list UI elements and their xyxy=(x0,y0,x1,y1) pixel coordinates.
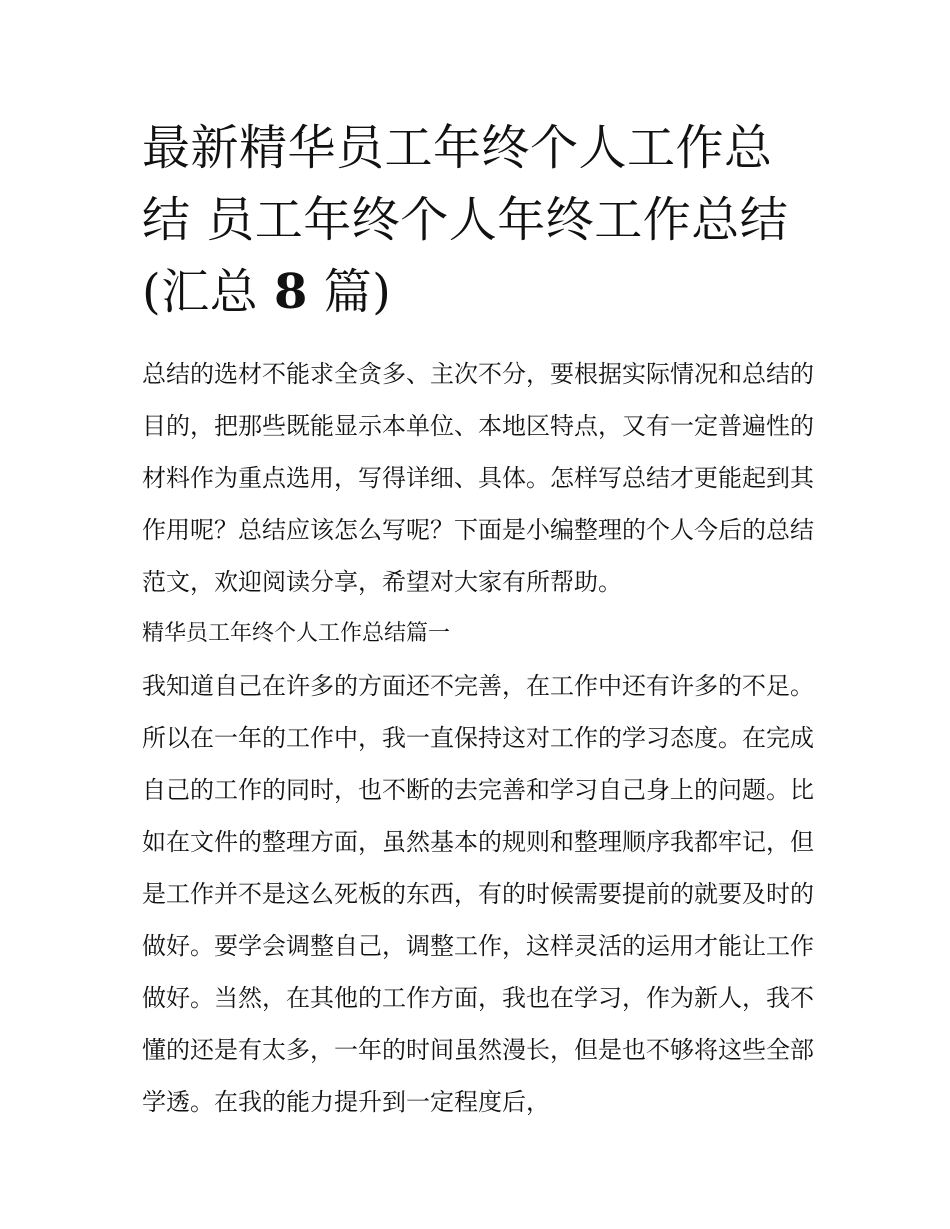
title-number: 8 xyxy=(274,264,308,320)
intro-paragraph: 总结的选材不能求全贪多、主次不分，要根据实际情况和总结的目的，把那些既能显示本单位、本地区特点，又有一定普遍性的材料作为重点选用，写得详细、具体。怎样写总结才更能起到其作用呢？总结应该怎么写呢？下面是小编整理的个人今后的总结范文，欢迎阅读分享，希望对大家有所帮助。 xyxy=(142,360,814,596)
title-text-start: 最新精华员工年终个人工作总结 员工年终个人年终工作总结(汇总 xyxy=(142,120,789,320)
section-heading: 精华员工年终个人工作总结篇一 xyxy=(142,621,451,646)
title-text-end: 篇) xyxy=(323,264,392,320)
document-title xyxy=(142,112,814,328)
section-body-paragraph: 我知道自己在许多的方面还不完善，在工作中还有许多的不足。所以在一年的工作中，我一直保持这对工作的学习态度。在完成自己的工作的同时，也不断的去完善和学习自己身上的问题。比如在文件的整理方面，虽然基本的规则和整理顺序我都牢记，但是工作并不是这么死板的东西，有的时候需要提前的就要及时的做好。要学会调整自己，调整工作，这样灵活的运用才能让工作做好。当然，在其他的工作方面，我也在学习，作为新人，我不懂的还是有太多，一年的时间虽然漫长，但是也不够将这些全部学透。在我的能力提升到一定程度后， xyxy=(142,672,814,1116)
document-content xyxy=(142,112,814,1128)
